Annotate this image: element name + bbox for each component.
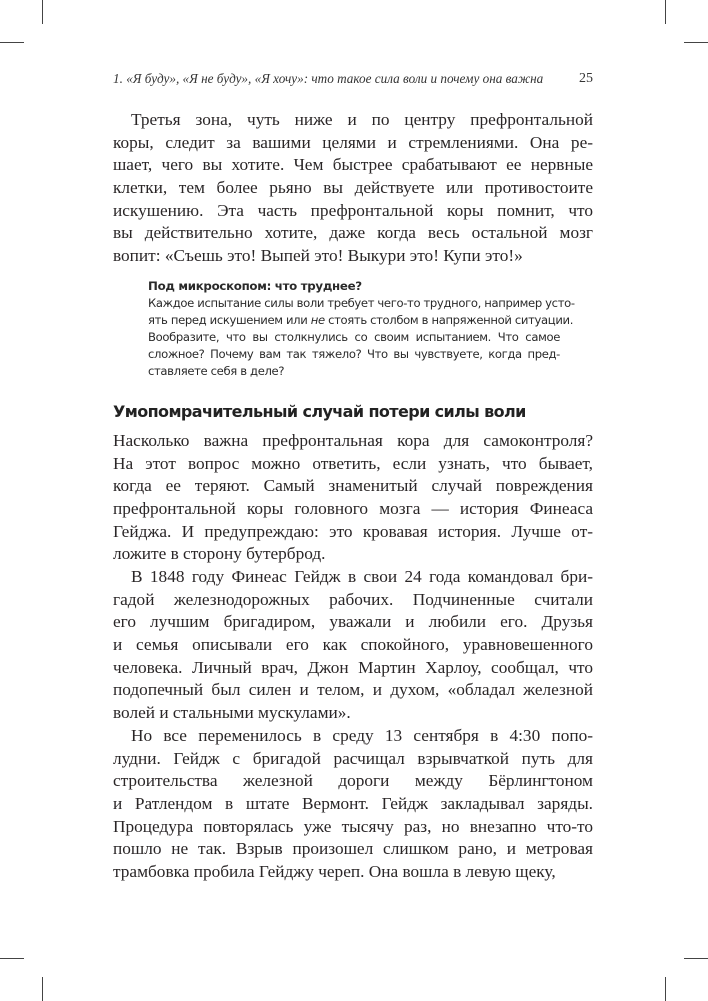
text-line: его лучшим бригадиром, уважали и любили его. Друзья (113, 612, 593, 632)
running-header (113, 71, 593, 89)
crop-mark (0, 958, 24, 959)
paragraph (113, 725, 593, 884)
text-line: Каждое испытание силы воли требует чего-то трудного, например усто- (148, 296, 575, 310)
crop-mark (0, 42, 24, 43)
text-line: искушению. Эта часть префронтальной коры помнит, что (113, 200, 593, 220)
crop-mark (665, 977, 666, 1001)
emphasis: не (310, 313, 325, 327)
text-line: ставляете себя в деле? (148, 364, 285, 378)
text-line: Но все переменилось в среду 13 сентября в 4:30 попо- (131, 726, 593, 745)
sidebar-box (148, 278, 575, 380)
crop-mark (42, 0, 43, 24)
crop-mark (684, 42, 708, 43)
crop-mark (42, 977, 43, 1001)
text-line: когда ее теряют. Самый знаменитый случай повреждения (113, 476, 593, 496)
text-line: ять перед искушением или не стоять столбом в напряженной ситуации. (148, 313, 574, 327)
text-line: В 1848 году Финеас Гейдж в свои 24 года командовал бри- (131, 567, 593, 586)
crop-mark (665, 0, 666, 24)
text-line: Насколько важна префронтальная кора для самоконтроля? (113, 431, 593, 450)
section-heading: Умопомрачительный случай потери силы воли (113, 402, 526, 421)
text-line: строительства железной дороги между Бёрлингтоном (113, 771, 593, 791)
text-line: На этот вопрос можно ответить, если узнать, что бывает, (113, 453, 593, 473)
text-line: Гейджа. И предупреждаю: это кровавая история. Лучше от- (113, 521, 593, 541)
text-line: волей и стальными мускулами». (113, 702, 351, 722)
paragraph (113, 430, 593, 566)
text-line: префронтальной коры головного мозга — история Финеаса (113, 498, 593, 518)
text-line: шает, чего вы хотите. Чем быстрее срабатывают ее нервные (113, 155, 593, 175)
text-line: ложите в сторону бутерброд. (113, 544, 326, 564)
paragraph (113, 109, 593, 268)
text-line: Процедура повторялась уже тысячу раз, но внезапно что-то (113, 816, 593, 836)
text-line: Вообразите, что вы столкнулись со своим испытанием. Что самое (148, 330, 560, 344)
sidebar-box-title: Под микроскопом: что труднее? (148, 279, 362, 293)
paragraph (113, 566, 593, 725)
text-line: человека. Личный врач, Джон Мартин Харлоу, сообщал, что (113, 657, 593, 677)
text-line: сложное? Почему вам так тяжело? Что вы чувствуете, когда пред- (148, 347, 560, 361)
text-line: гадой железнодорожных рабочих. Подчиненные считали (113, 589, 593, 609)
page-number: 25 (579, 71, 593, 86)
text-line: лудни. Гейдж с бригадой расчищал взрывчаткой путь для (113, 748, 593, 768)
text-line: трамбовка пробила Гейджу череп. Она вошла в левую щеку, (113, 861, 556, 881)
text-line: подопечный был силен и телом, и духом, «обладал железной (113, 680, 593, 700)
running-title: 1. «Я буду», «Я не буду», «Я хочу»: что такое сила воли и почему она важна (113, 71, 544, 86)
text-line: Третья зона, чуть ниже и по центру префронтальной (131, 110, 593, 129)
crop-mark (684, 958, 708, 959)
text-line: вы действительно хотите, даже когда весь остальной мозг (113, 223, 593, 243)
text-line: клетки, тем более рьяно вы действуете или противостоите (113, 177, 593, 197)
text-line: вопит: «Съешь это! Выпей это! Выкури это! Купи это!» (113, 245, 523, 265)
text-line: пошло не так. Взрыв произошел слишком рано, и метровая (113, 839, 593, 859)
text-line: и семья описывали его как спокойного, уравновешенного (113, 634, 593, 654)
text-line: коры, следит за вашими целями и стремлениями. Она ре- (113, 132, 593, 152)
text-line: и Ратлендом в штате Вермонт. Гейдж закладывал заряды. (113, 793, 593, 813)
